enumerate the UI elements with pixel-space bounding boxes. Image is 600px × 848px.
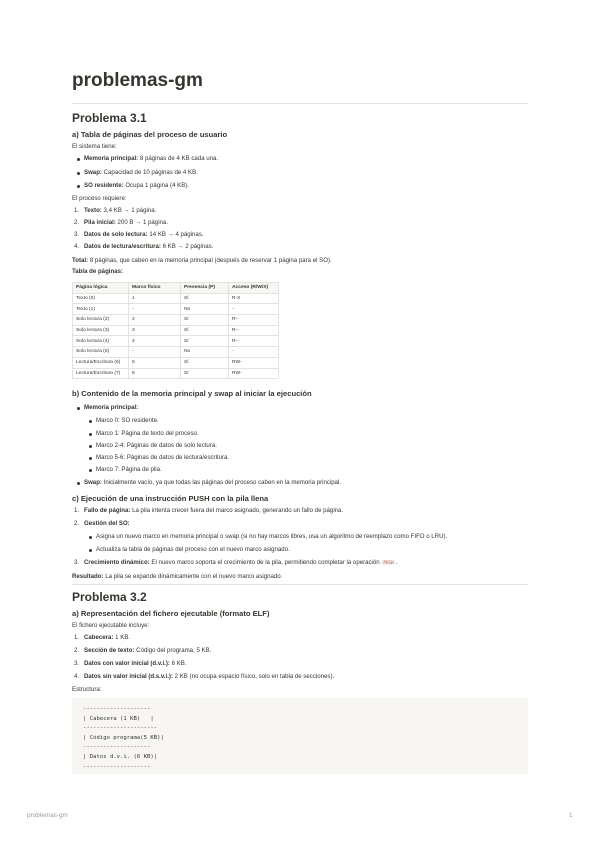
list-number: 2. <box>74 219 80 226</box>
section-heading-3-1: Problema 3.1 <box>72 111 147 125</box>
table-cell: Lectura/Escritura (6) <box>73 357 129 368</box>
table-cell: Sí <box>181 293 229 304</box>
list-item: Actualiza la tabla de páginas del proceso con el nuevo marco asignado. <box>96 546 290 553</box>
bullet-icon <box>89 433 92 436</box>
paragraph: El fichero ejecutable incluye: <box>72 622 150 629</box>
list-item: Marco 0: SO residente. <box>96 417 159 424</box>
table-cell: R-- <box>229 336 279 347</box>
bullet-icon <box>89 420 92 423</box>
table-cell: 1 <box>129 293 181 304</box>
footer-title: problemas-gm <box>27 812 68 819</box>
list-item: Fallo de página: La pila intenta crecer fuera del marco asignado, generando un fallo de página. <box>84 507 344 514</box>
table-row <box>73 368 279 379</box>
table-cell: 5 <box>129 357 181 368</box>
table-row <box>73 304 279 315</box>
list-item: Memoria principal: <box>84 404 139 411</box>
table-cell: Solo lectura (2) <box>73 315 129 326</box>
bullet-icon <box>77 158 80 161</box>
page-table <box>72 282 279 379</box>
list-item: Asigna un nuevo marco en memoria principal o swap (si no hay marcos libres, usa un algoritmo de reemplazo como FIFO o LRU). <box>96 533 448 540</box>
table-row <box>73 357 279 368</box>
bullet-icon <box>77 407 80 410</box>
list-item: SO residente: Ocupa 1 página (4 KB). <box>84 182 190 189</box>
paragraph: Estructura: <box>72 686 102 693</box>
table-cell: R-- <box>229 325 279 336</box>
list-item: Cabecera: 1 KB. <box>84 634 131 641</box>
subheading-3-1-b: b) Contenido de la memoria principal y swap al iniciar la ejecución <box>72 389 312 398</box>
table-cell: Sí <box>181 368 229 379</box>
bullet-icon <box>89 457 92 460</box>
page-title: problemas-gm <box>72 70 203 91</box>
table-cell: Sí <box>181 357 229 368</box>
table-cell: Solo lectura (3) <box>73 325 129 336</box>
list-item: Swap: Capacidad de 10 páginas de 4 KB. <box>84 169 198 176</box>
list-number: 2. <box>74 647 80 654</box>
table-header-row <box>73 283 279 294</box>
column-header: Marco físico <box>129 283 181 294</box>
table-cell: RW- <box>229 368 279 379</box>
table-cell: 6 <box>129 368 181 379</box>
table-cell: Solo lectura (5) <box>73 347 129 358</box>
table-row <box>73 293 279 304</box>
list-item: Crecimiento dinámico: El nuevo marco soporta el crecimiento de la pila, permitiendo completar la operación PUSH . <box>84 559 398 566</box>
column-header: Página lógica <box>73 283 129 294</box>
bullet-icon <box>77 185 80 188</box>
code-text: -------------------- | Cabecera (1 KB) | ---------------------- | Código programa(5 KB)| -------------------- | Datos d.v.i. (6 KB)| -------------------- <box>83 706 164 770</box>
column-header: Presencia (P) <box>181 283 229 294</box>
list-item: Marco 7: Página de pila. <box>96 466 162 473</box>
table-cell: 2 <box>129 315 181 326</box>
list-number: 1. <box>74 207 80 214</box>
bullet-icon <box>89 445 92 448</box>
list-item: Gestión del SO: <box>84 520 130 527</box>
table-label: Tabla de páginas: <box>72 268 124 275</box>
subheading-3-1-a: a) Tabla de páginas del proceso de usuario <box>72 130 228 139</box>
list-number: 3. <box>74 231 80 238</box>
list-number: 4. <box>74 243 80 250</box>
paragraph: El proceso requiere: <box>72 195 127 202</box>
list-item: Marco 1: Página de texto del proceso. <box>96 430 199 437</box>
code-block <box>72 698 528 774</box>
table-cell: Sí <box>181 325 229 336</box>
paragraph: El sistema tiene: <box>72 143 117 150</box>
list-number: 1. <box>74 634 80 641</box>
bullet-icon <box>77 482 80 485</box>
list-item: Swap: Inicialmente vacío, ya que todas las páginas del proceso caben en la memoria principal. <box>84 479 342 486</box>
list-item: Memoria principal: 8 páginas de 4 KB cada una. <box>84 155 219 162</box>
divider <box>72 584 528 585</box>
subheading-3-1-c: c) Ejecución de una instrucción PUSH con la pila llena <box>72 494 269 503</box>
table-cell: Lectura/Escritura (7) <box>73 368 129 379</box>
table-cell: Sí <box>181 315 229 326</box>
list-item: Texto: 3,4 KB → 1 página. <box>84 207 157 214</box>
table-cell: Texto (1) <box>73 304 129 315</box>
table-cell: No <box>181 304 229 315</box>
list-item: Datos con valor inicial (d.v.i.): 6 KB. <box>84 660 187 667</box>
column-header: Acceso (R/W/X) <box>229 283 279 294</box>
bullet-icon <box>89 469 92 472</box>
table-row <box>73 315 279 326</box>
bullet-icon <box>89 549 92 552</box>
table-cell: R-- <box>229 315 279 326</box>
table-cell: RW- <box>229 357 279 368</box>
table-cell: No <box>181 347 229 358</box>
table-row <box>73 347 279 358</box>
table-cell: 4 <box>129 336 181 347</box>
bullet-icon <box>77 172 80 175</box>
list-number: 3. <box>74 660 80 667</box>
page-number: 1 <box>569 812 573 819</box>
table-cell: - <box>129 304 181 315</box>
list-item: Pila inicial: 200 B → 1 página. <box>84 219 169 226</box>
list-item: Marco 5-6: Páginas de datos de lectura/escritura. <box>96 454 230 461</box>
list-item: Sección de texto: Código del programa, 5 KB. <box>84 647 212 654</box>
inline-code: PUSH <box>383 559 394 565</box>
table-row <box>73 336 279 347</box>
list-item: Datos de solo lectura: 14 KB → 4 páginas. <box>84 231 204 238</box>
list-number: 3. <box>74 559 80 566</box>
table-row <box>73 325 279 336</box>
list-number: 1. <box>74 507 80 514</box>
section-heading-3-2: Problema 3.2 <box>72 590 147 604</box>
list-item: Marco 2-4: Páginas de datos de solo lectura. <box>96 442 217 449</box>
table-cell: R-X <box>229 293 279 304</box>
list-number: 2. <box>74 520 80 527</box>
list-item: Datos sin valor inicial (d.s.v.i.): 2 KB (no ocupa espacio físico, solo en tabla de secciones). <box>84 673 335 680</box>
table-cell: Sí <box>181 336 229 347</box>
paragraph-result: Resultado: La pila se expande dinámicamente con el nuevo marco asignado. <box>72 573 283 580</box>
list-number: 4. <box>74 673 80 680</box>
table-cell: Solo lectura (4) <box>73 336 129 347</box>
table-cell: 3 <box>129 325 181 336</box>
table-cell: Texto (0) <box>73 293 129 304</box>
subheading-3-2-a: a) Representación del fichero ejecutable (formato ELF) <box>72 609 270 618</box>
table-cell: - <box>229 347 279 358</box>
paragraph-total: Total: 8 páginas, que caben en la memoria principal (después de reservar 1 página para el SO). <box>72 257 332 264</box>
bullet-icon <box>89 536 92 539</box>
list-item: Datos de lectura/escritura: 6 KB → 2 páginas. <box>84 243 214 250</box>
table-cell: - <box>229 304 279 315</box>
table-cell: - <box>129 347 181 358</box>
divider <box>72 103 528 104</box>
